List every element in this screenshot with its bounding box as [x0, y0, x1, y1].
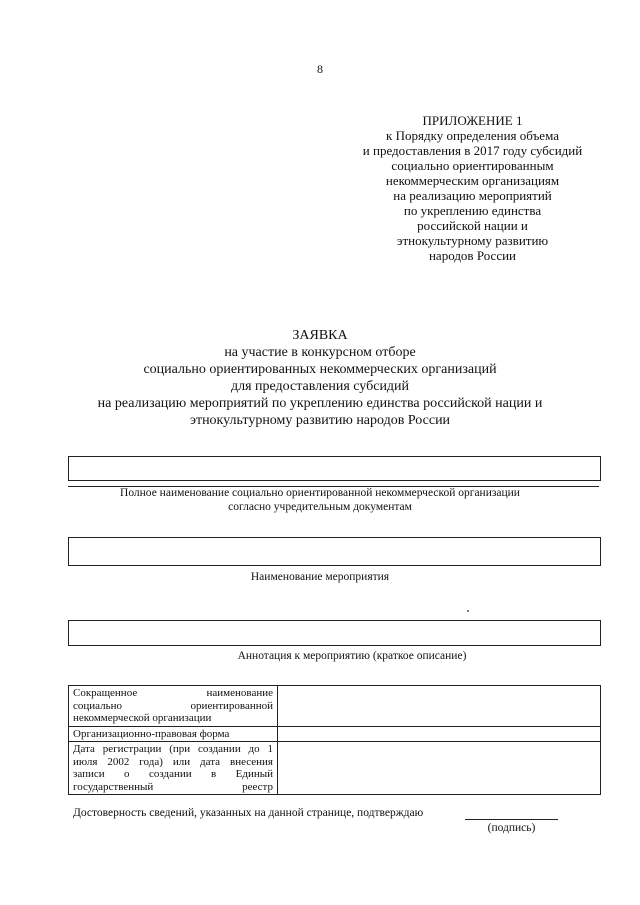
appendix-line: на реализацию мероприятий — [393, 188, 552, 203]
label-line: социально ориентированной — [73, 699, 273, 712]
title-line: на реализацию мероприятий по укреплению единства российской нации и — [97, 396, 543, 411]
appendix-line: некоммерческим организациям — [385, 173, 560, 188]
signature-caption: (подпись) — [487, 822, 536, 834]
application-heading: ЗАЯВКА — [292, 328, 348, 343]
label-line: Дата регистрации (при создании до 1 — [73, 743, 273, 755]
title-line: на участие в конкурсном отборе — [224, 345, 416, 360]
label-line: государственный реестр — [73, 780, 273, 793]
label-line: Сокращенное наименование — [73, 687, 273, 699]
appendix-line: этнокультурному развитию — [396, 233, 549, 248]
confirmation-text: Достоверность сведений, указанных на данной странице, подтверждаю — [73, 807, 424, 819]
legal-form-label — [69, 726, 278, 742]
application-title-block — [0, 327, 640, 429]
appendix-line: социально ориентированным — [391, 158, 554, 173]
table-row — [69, 742, 601, 795]
label-line: Организационно-правовая форма — [73, 727, 230, 740]
page-number: 8 — [317, 62, 323, 76]
stray-mark — [467, 610, 469, 612]
org-name-caption-line: Полное наименование социально ориентированной некоммерческой организации — [120, 487, 520, 499]
registration-date-value[interactable] — [278, 742, 601, 795]
table-row — [69, 726, 601, 742]
appendix-line: народов России — [428, 248, 517, 263]
label-line: июля 2002 года) или дата внесения — [73, 755, 273, 768]
legal-form-value[interactable] — [278, 726, 601, 742]
short-name-label — [69, 686, 278, 727]
title-line: социально ориентированных некоммерческих организаций — [143, 362, 497, 377]
organization-info-table — [68, 685, 601, 795]
label-line: некоммерческой организации — [73, 712, 212, 724]
table-row — [69, 686, 601, 727]
org-name-field[interactable] — [68, 456, 601, 481]
appendix-heading: ПРИЛОЖЕНИЕ 1 — [422, 113, 523, 128]
signature-line[interactable] — [465, 819, 558, 820]
annotation-field[interactable] — [68, 620, 601, 646]
appendix-line: к Порядку определения объема — [386, 128, 559, 143]
event-name-field[interactable] — [68, 537, 601, 566]
title-line: для предоставления субсидий — [230, 379, 410, 394]
registration-date-label — [69, 742, 278, 795]
annotation-caption: Аннотация к мероприятию (краткое описание) — [237, 650, 467, 662]
org-name-caption-line: согласно учредительным документам — [228, 501, 412, 513]
short-name-value[interactable] — [278, 686, 601, 727]
org-name-caption — [0, 486, 640, 514]
appendix-line: российской нации и — [417, 218, 528, 233]
label-line: записи о создании в Единый — [73, 768, 273, 780]
appendix-block — [330, 113, 615, 263]
appendix-line: и предоставления в 2017 году субсидий — [362, 143, 583, 158]
title-line: этнокультурному развитию народов России — [189, 413, 451, 428]
event-name-caption: Наименование мероприятия — [250, 571, 390, 583]
appendix-line: по укреплению единства — [403, 203, 542, 218]
